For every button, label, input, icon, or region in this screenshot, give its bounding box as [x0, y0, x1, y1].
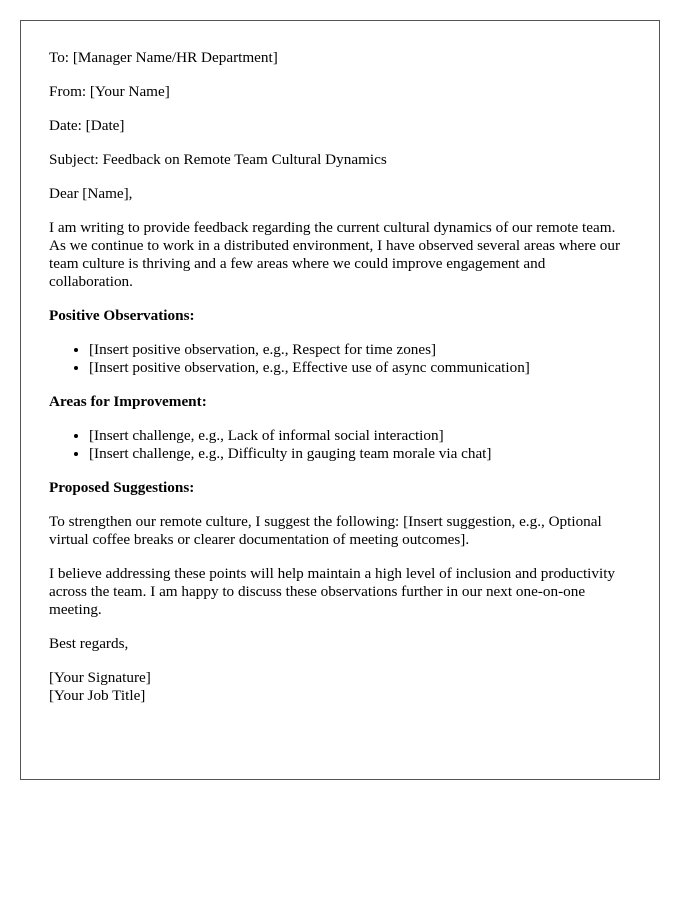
from-line: From: [Your Name]	[49, 83, 170, 100]
subject-line: Subject: Feedback on Remote Team Cultural Dynamics	[49, 151, 387, 168]
areas-for-improvement-heading: Areas for Improvement:	[49, 393, 207, 410]
positive-observations-list	[49, 341, 631, 377]
list-item: • [Insert challenge, e.g., Difficulty in gauging team morale via chat]	[89, 445, 631, 463]
suggestions-paragraph: To strengthen our remote culture, I suggest the following: [Insert suggestion, e.g., Optional virtual coffee breaks or clearer documentation of meeting outcomes].	[49, 513, 602, 548]
signoff: Best regards,	[49, 635, 129, 652]
job-title-line: [Your Job Title]	[49, 687, 146, 704]
proposed-suggestions-heading: Proposed Suggestions:	[49, 479, 195, 496]
list-item: • [Insert positive observation, e.g., Respect for time zones]	[89, 341, 631, 359]
list-item: • [Insert challenge, e.g., Lack of informal social interaction]	[89, 427, 631, 445]
salutation: Dear [Name],	[49, 185, 133, 202]
areas-for-improvement-list	[49, 427, 631, 463]
list-item: • [Insert positive observation, e.g., Effective use of async communication]	[89, 359, 631, 377]
signature-line: [Your Signature]	[49, 669, 151, 686]
to-line: To: [Manager Name/HR Department]	[49, 49, 278, 66]
intro-paragraph: I am writing to provide feedback regarding the current cultural dynamics of our remote team. As we continue to work in a distributed environment, I have observed several areas where our team culture is thriving and a few areas where we could improve engagement and collaboration.	[49, 219, 621, 290]
letter-container	[20, 20, 660, 780]
date-line: Date: [Date]	[49, 117, 125, 134]
closing-paragraph: I believe addressing these points will help maintain a high level of inclusion and productivity across the team. I am happy to discuss these observations further in our next one-on-one meeting.	[49, 565, 616, 618]
positive-observations-heading: Positive Observations:	[49, 307, 195, 324]
